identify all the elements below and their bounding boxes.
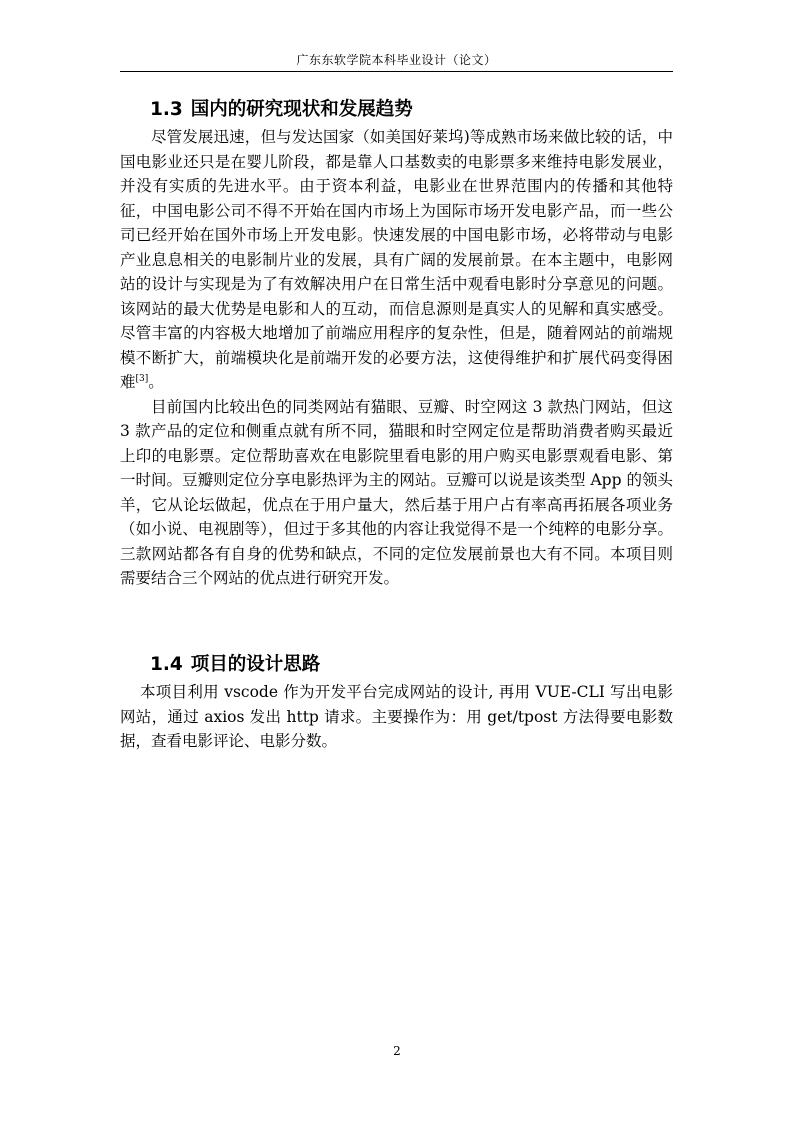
- paragraph-text: 尽管发展迅速，但与发达国家（如美国好莱坞)等成熟市场来做比较的话，中国电影业还只是在婴儿阶段，都是靠人口基数卖的电影票多来维持电影发展业，并没有实质的先进水平。由于资本利益，电影业在世界范围内的传播和其他特征，中国电影公司不得不开始在国内市场上为国际市场开发电影产品，而一些公司已经开始在国外市场上开发电影。快速发展的中国电影市场，必将带动与电影产业息息相关的电影制片业的发展，具有广阔的发展前景。在本主题中，电影网站的设计与实现是为了有效解决用户在日常生活中观看电影时分享意见的问题。该网站的最大优势是电影和人的互动，而信息源则是真实人的见解和真实感受。尽管丰富的内容极大地增加了前端应用程序的复杂性，但是，随着网站的前端规模不断扩大，前端模块化是前端开发的必要方法，这使得维护和扩展代码变得困难: [120, 128, 673, 391]
- paragraph-2: [120, 395, 673, 591]
- section-1-4: [120, 650, 673, 754]
- section-title: 国内的研究现状和发展趋势: [190, 99, 413, 120]
- running-header: 广东东软学院本科毕业设计（论文）: [296, 53, 497, 67]
- paragraph-text: 本项目利用 vscode 作为开发平台完成网站的设计, 再用 VUE-CLI 写出电影网站，通过 axios 发出 http 请求。主要操作为：用 get/tpost 方法得要电影数据，查看电影评论、电影分数。: [120, 683, 673, 750]
- section-1-3: [120, 95, 673, 591]
- paragraph-text: 目前国内比较出色的同类网站有猫眼、豆瓣、时空网这 3 款热门网站，但这 3 款产品的定位和侧重点就有所不同，猫眼和时空网定位是帮助消费者购买最近上印的电影票。定位帮助喜欢在电影院里看电影的用户购买电影票观看电影、第一时间。豆瓣则定位分享电影热评为主的网站。豆瓣可以说是该类型 App 的领头羊，它从论坛做起，优点在于用户量大，然后基于用户占有率高再拓展各项业务（如小说、电视剧等），但过于多其他的内容让我觉得不是一个纯粹的电影分享。三款网站都各有自身的优势和缺点，不同的定位发展前景也大有不同。本项目则需要结合三个网站的优点进行研究开发。: [120, 397, 673, 587]
- header-rule: [120, 71, 673, 72]
- paragraph-1: [120, 125, 673, 395]
- section-number: 1.4: [150, 654, 183, 675]
- section-number: 1.3: [150, 99, 183, 120]
- paragraph-3: [120, 680, 673, 754]
- paragraph-tail: 。: [148, 373, 164, 391]
- section-title: 项目的设计思路: [190, 654, 321, 675]
- page-number: 2: [393, 1044, 401, 1058]
- citation-ref: [3]: [135, 373, 149, 384]
- section-heading-1-4: [120, 650, 673, 680]
- section-heading-1-3: [120, 95, 673, 125]
